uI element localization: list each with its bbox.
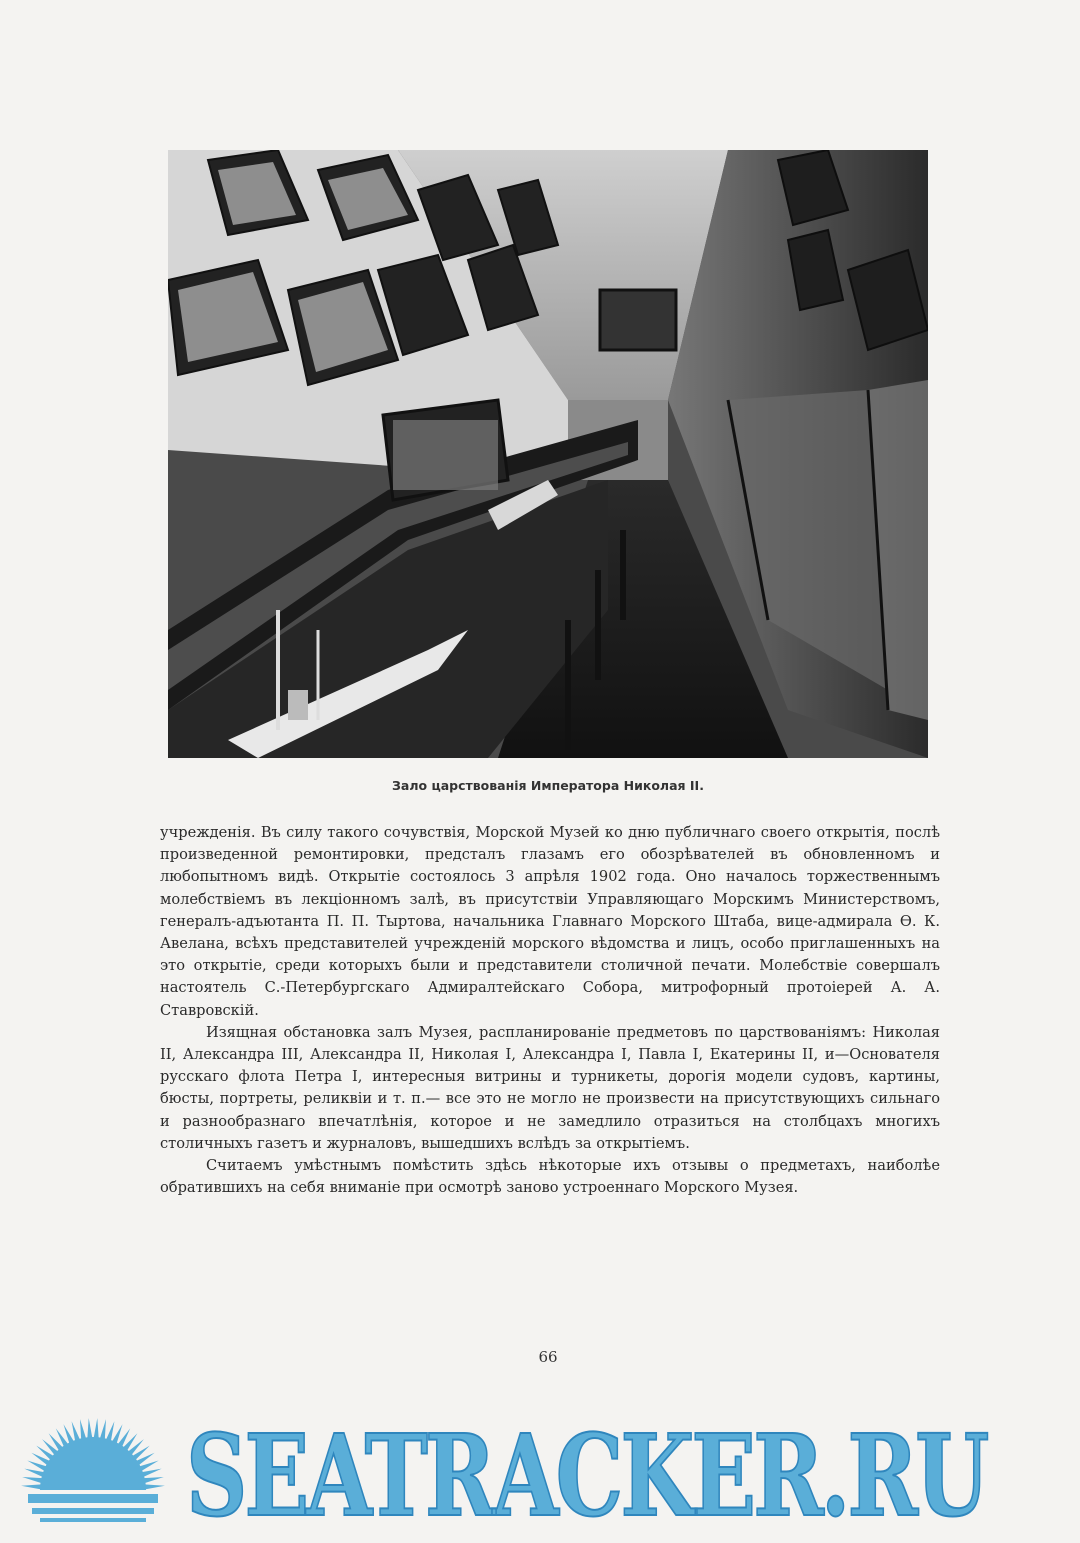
sun-ray — [143, 1484, 165, 1490]
paragraph-1: учрежденія. Въ силу такого сочувствія, Морской Музей ко дню публичнаго своего открытія, послѣ произведенной ремонтировки, предсталъ глазамъ его обозрѣвателей въ обновленномъ и любопытномъ видѣ. Открытіе состоялось 3 апрѣля 1902 года. Оно началось торжественнымъ молебствіемъ въ лекціонномъ залѣ, въ присутствіи Управляющаго Морскимъ Министерствомъ, генералъ-адъютанта П. П. Тыртова, начальника Главнаго Морского Штаба, вице-адмирала Ѳ. К. Авелана, всѣхъ представителей учрежденій морского вѣдомства и лицъ, особо приглашенныхъ на это открытіе, среди которыхъ были и представители столичной печати. Молебствіе совершалъ настоятель С.-Петербургскаго Адмиралтейскаго Собора, митрофорный протоіерей А. А. Ставровскій. — [160, 824, 940, 1019]
sun-ray — [93, 1418, 99, 1440]
seatracker-watermark — [18, 1411, 1068, 1542]
sun-ray — [87, 1418, 93, 1440]
photo-caption: Зало царствованія Императора Николая II. — [392, 778, 704, 793]
museum-hall-photo — [168, 150, 928, 758]
photo-illustration — [168, 150, 928, 758]
sun-ray — [21, 1484, 43, 1490]
page-number: 66 — [538, 1348, 558, 1366]
paragraph-3: Считаемъ умѣстнымъ помѣстить здѣсь нѣкоторые ихъ отзывы о предметахъ, наиболѣе обратившихъ на себя вниманіе при осмотрѣ заново устроеннаго Морского Музея. — [160, 1157, 940, 1197]
article-body — [160, 822, 940, 1199]
watermark-text: SEATRACKER.RU — [186, 1411, 987, 1542]
paragraph-2: Изящная обстановка залъ Музея, распланированіе предметовъ по царствованіямъ: Николая II, Александра III, Александра II, Николая I, Александра I, Павла I, Екатерины II, и—Основателя русскаго флота Петра I, интересныя витрины и турникеты, дорогія модели судовъ, картины, бюсты, портреты, реликвіи и т. п.— все это не могло не произвести на присутствующихъ сильнаго и разнообразнаго впечатлѣнія, которое и не замедлило отразиться на столбцахъ многихъ столичныхъ газетъ и журналовъ, вышедшихъ вслѣдъ за открытіемъ. — [160, 1023, 940, 1152]
sun-burst-logo-icon — [18, 1414, 168, 1538]
